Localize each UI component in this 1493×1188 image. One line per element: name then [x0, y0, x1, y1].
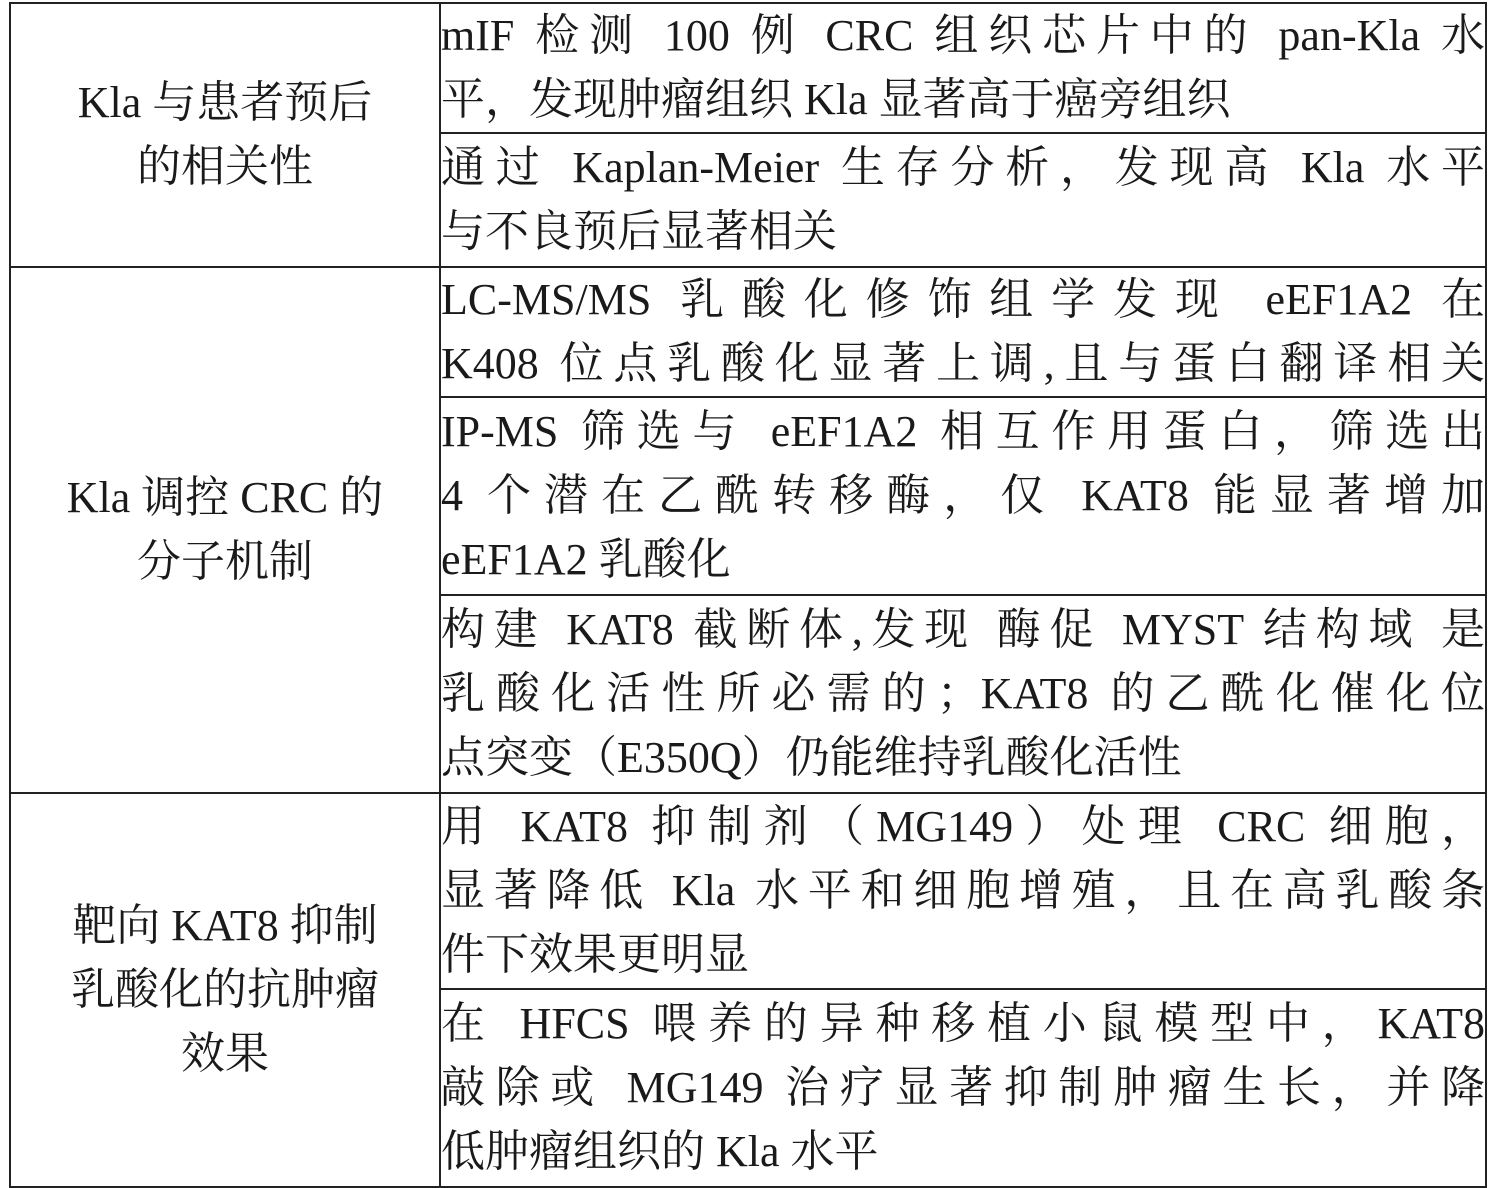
finding-cell — [440, 595, 1486, 793]
findings-table — [9, 2, 1487, 1188]
topic-cell-antitumor — [10, 793, 440, 1187]
finding-line: 件下效果更明显 — [441, 930, 749, 979]
topic-line: 效果 — [181, 1029, 269, 1078]
finding-cell — [440, 989, 1486, 1187]
finding-cell — [440, 397, 1486, 595]
finding-line: LC-MS/MS 乳酸化修饰组学发现 eEF1A2 在 — [441, 275, 1485, 324]
finding-line: 乳酸化活性所必需的；KAT8 的乙酰化催化位 — [441, 669, 1485, 718]
finding-cell — [440, 267, 1486, 397]
finding-cell — [440, 793, 1486, 989]
finding-line: 与不良预后显著相关 — [441, 207, 837, 256]
finding-line: 点突变（E350Q）仍能维持乳酸化活性 — [441, 733, 1182, 782]
finding-line: 显著降低 Kla 水平和细胞增殖，且在高乳酸条 — [441, 866, 1485, 915]
finding-line: 平，发现肿瘤组织 Kla 显著高于癌旁组织 — [441, 75, 1231, 124]
finding-line: K408 位点乳酸化显著上调,且与蛋白翻译相关 — [441, 339, 1485, 388]
table-row — [10, 267, 1486, 397]
finding-line: eEF1A2 乳酸化 — [441, 535, 731, 584]
topic-line: Kla 调控 CRC 的 — [66, 473, 384, 522]
finding-line: 通过 Kaplan-Meier 生存分析，发现高 Kla 水平 — [441, 143, 1485, 192]
topic-cell-prognosis — [10, 3, 440, 267]
topic-line: 的相关性 — [137, 142, 313, 191]
finding-line: IP-MS 筛选与 eEF1A2 相互作用蛋白，筛选出 — [441, 407, 1485, 456]
finding-line: 构建 KAT8 截断体,发现 酶促 MYST 结构域 是 — [441, 605, 1485, 654]
topic-line: Kla 与患者预后 — [77, 78, 373, 127]
finding-line: 在 HFCS 喂养的异种移植小鼠模型中，KAT8 — [441, 999, 1485, 1048]
finding-cell — [440, 3, 1486, 133]
topic-line: 乳酸化的抗肿瘤 — [71, 965, 379, 1014]
table-row — [10, 793, 1486, 989]
topic-line: 靶向 KAT8 抑制 — [72, 901, 378, 950]
finding-line: mIF 检测 100 例 CRC 组织芯片中的 pan-Kla 水 — [441, 11, 1485, 60]
finding-line: 用 KAT8 抑制剂（MG149）处理 CRC 细胞， — [441, 802, 1485, 851]
finding-cell — [440, 133, 1486, 267]
topic-cell-mechanism — [10, 267, 440, 793]
finding-line: 敲除或 MG149 治疗显著抑制肿瘤生长，并降 — [441, 1063, 1485, 1112]
finding-line: 低肿瘤组织的 Kla 水平 — [441, 1127, 879, 1176]
finding-line: 4 个潜在乙酰转移酶，仅 KAT8 能显著增加 — [441, 471, 1485, 520]
table-row — [10, 3, 1486, 133]
topic-line: 分子机制 — [137, 537, 313, 586]
